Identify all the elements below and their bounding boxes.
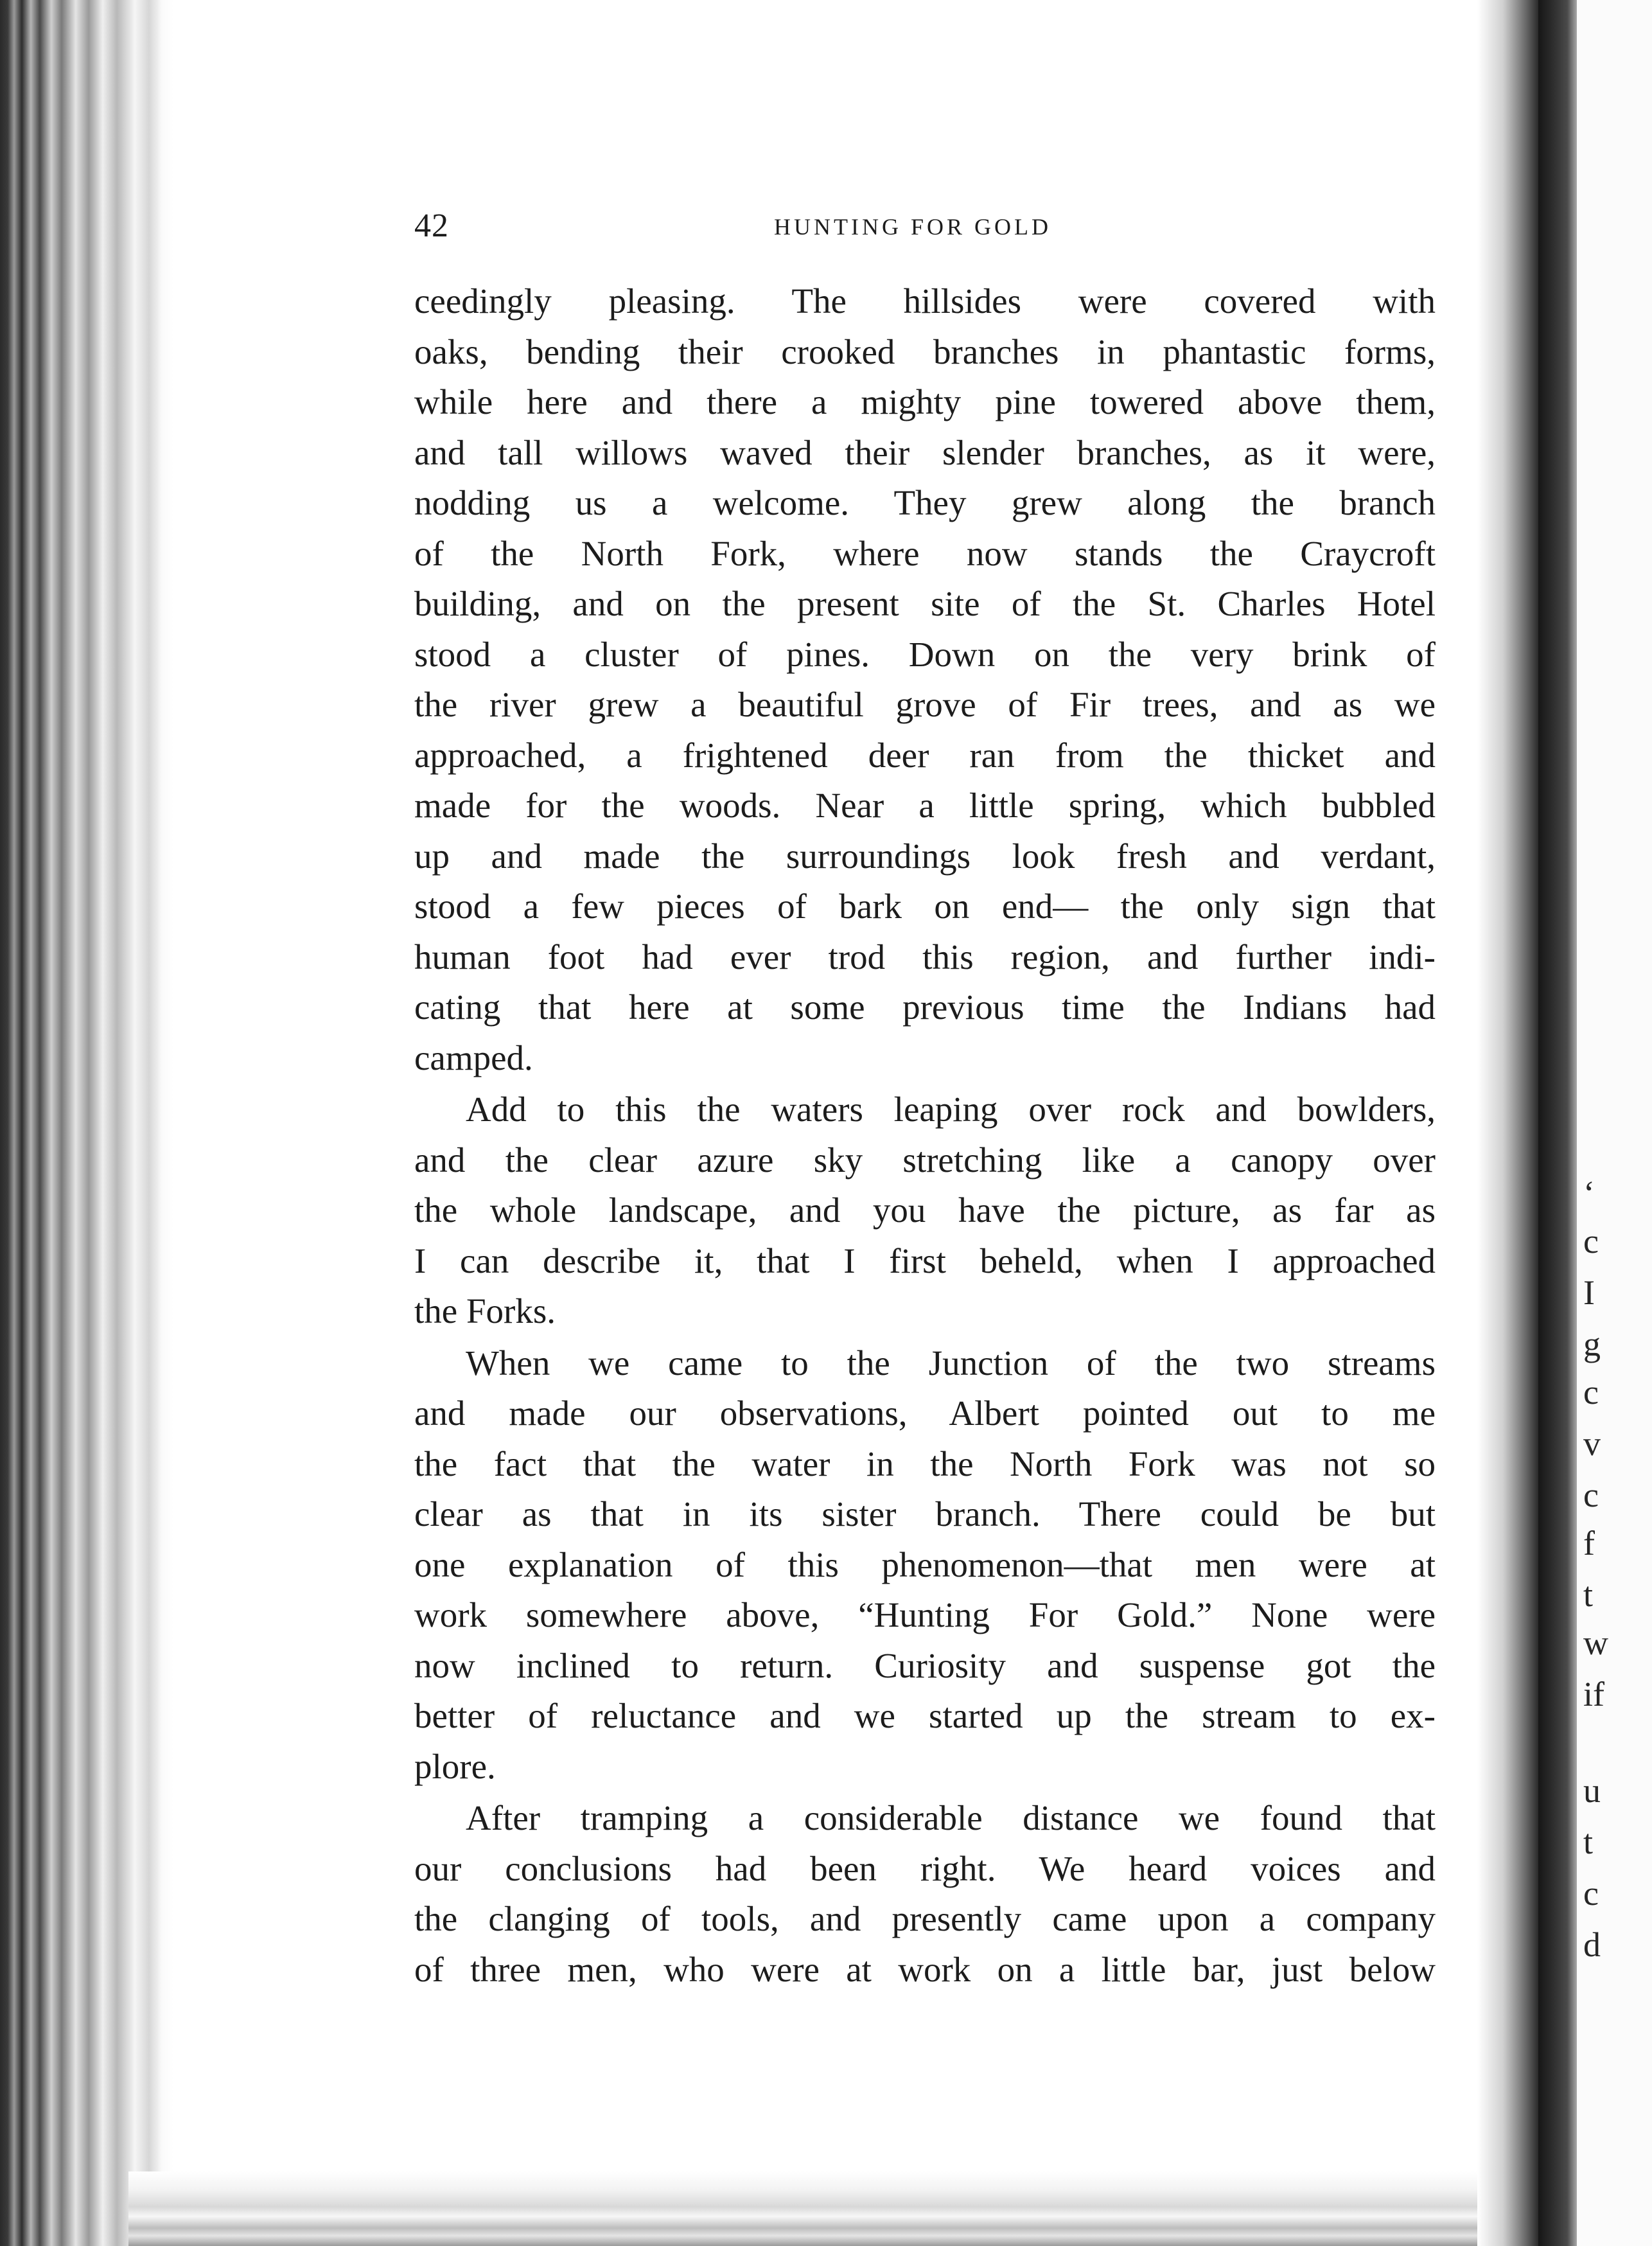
gutter-shadow (1477, 0, 1542, 2246)
text-line: oaks, bending their crooked branches in phantastic forms, (414, 332, 1436, 371)
text-line: ceedingly pleasing. The hillsides were covered with (414, 281, 1436, 321)
facing-page-letter: t (1583, 1575, 1594, 1614)
facing-page-letter: t (1583, 1823, 1594, 1861)
text-line: approached, a frightened deer ran from the thicket and (414, 735, 1436, 775)
text-line: After tramping a considerable distance we found that (466, 1798, 1436, 1837)
running-head (414, 207, 1436, 245)
text-line: now inclined to return. Curiosity and suspense got the (414, 1645, 1436, 1685)
text-line: the fact that the water in the North Fork was not so (414, 1444, 1436, 1483)
facing-page-letter: g (1583, 1325, 1601, 1363)
page-body-text (414, 276, 1436, 1995)
text-line: of three men, who were at work on a little bar, just below (414, 1949, 1436, 1989)
text-line: cating that here at some previous time the Indians had (414, 987, 1436, 1027)
facing-page-letter: if (1583, 1675, 1604, 1713)
facing-page-letter: u (1583, 1771, 1601, 1810)
facing-page-letter: w (1583, 1623, 1608, 1662)
text-line: building, and on the present site of the St. Charles Hotel (414, 584, 1436, 623)
facing-page-letter: c (1583, 1476, 1599, 1514)
facing-page-letter: c (1583, 1874, 1599, 1913)
text-line: while here and there a mighty pine towered above them, (414, 382, 1436, 421)
text-line: of the North Fork, where now stands the Craycroft (414, 533, 1436, 573)
text-line: I can describe it, that I first beheld, when I approached (414, 1241, 1436, 1280)
facing-page-letter: v (1583, 1424, 1601, 1463)
text-line: and tall willows waved their slender branches, as it were, (414, 432, 1436, 472)
paragraph (414, 1084, 1436, 1337)
text-line: made for the woods. Near a little spring, which bubbled (414, 786, 1436, 825)
text-line: the whole landscape, and you have the picture, as far as (414, 1190, 1436, 1230)
page-number: 42 (414, 208, 449, 244)
text-line: stood a cluster of pines. Down on the very brink of (414, 634, 1436, 674)
text-line: When we came to the Junction of the two streams (466, 1343, 1436, 1383)
paragraph (414, 276, 1436, 1083)
text-line: human foot had ever trod this region, and further indi- (414, 937, 1436, 977)
running-title: HUNTING FOR GOLD (774, 214, 1051, 240)
book-page-edges (0, 0, 173, 2246)
facing-page-letter: f (1583, 1524, 1595, 1562)
facing-page-letter: c (1583, 1373, 1599, 1411)
text-line: one explanation of this phenomenon—that men were at (414, 1544, 1436, 1584)
paragraph (414, 1338, 1436, 1792)
text-line: the Forks. (414, 1291, 556, 1331)
text-line: stood a few pieces of bark on end— the only sign that (414, 887, 1436, 926)
text-line: and the clear azure sky stretching like a canopy over (414, 1140, 1436, 1180)
text-line: the river grew a beautiful grove of Fir trees, and as we (414, 685, 1436, 724)
facing-page-letter: d (1583, 1925, 1601, 1964)
paragraph (414, 1793, 1436, 1995)
text-line: nodding us a welcome. They grew along the branch (414, 483, 1436, 522)
text-line: camped. (414, 1038, 533, 1077)
text-line: the clanging of tools, and presently came upon a company (414, 1899, 1436, 1938)
text-line: up and made the surroundings look fresh and verdant, (414, 836, 1436, 876)
text-line: our conclusions had been right. We heard voices and (414, 1848, 1436, 1888)
facing-page-letter: c (1583, 1222, 1599, 1260)
text-line: clear as that in its sister branch. There could be but (414, 1494, 1436, 1534)
book-page-edges-bottom (128, 2171, 1509, 2246)
text-line: work somewhere above, “Hunting For Gold.” None were (414, 1595, 1436, 1634)
text-line: better of reluctance and we started up the stream to ex- (414, 1696, 1436, 1735)
facing-page-fragment (1577, 0, 1652, 2246)
facing-page-letter: I (1583, 1273, 1595, 1312)
facing-page-letter: ʻ (1583, 1174, 1595, 1212)
book-spine-shadow (1538, 0, 1577, 2246)
text-line: and made our observations, Albert pointed out to me (414, 1393, 1436, 1433)
text-line: Add to this the waters leaping over rock and bowlders, (466, 1090, 1436, 1129)
text-line: plore. (414, 1746, 496, 1786)
